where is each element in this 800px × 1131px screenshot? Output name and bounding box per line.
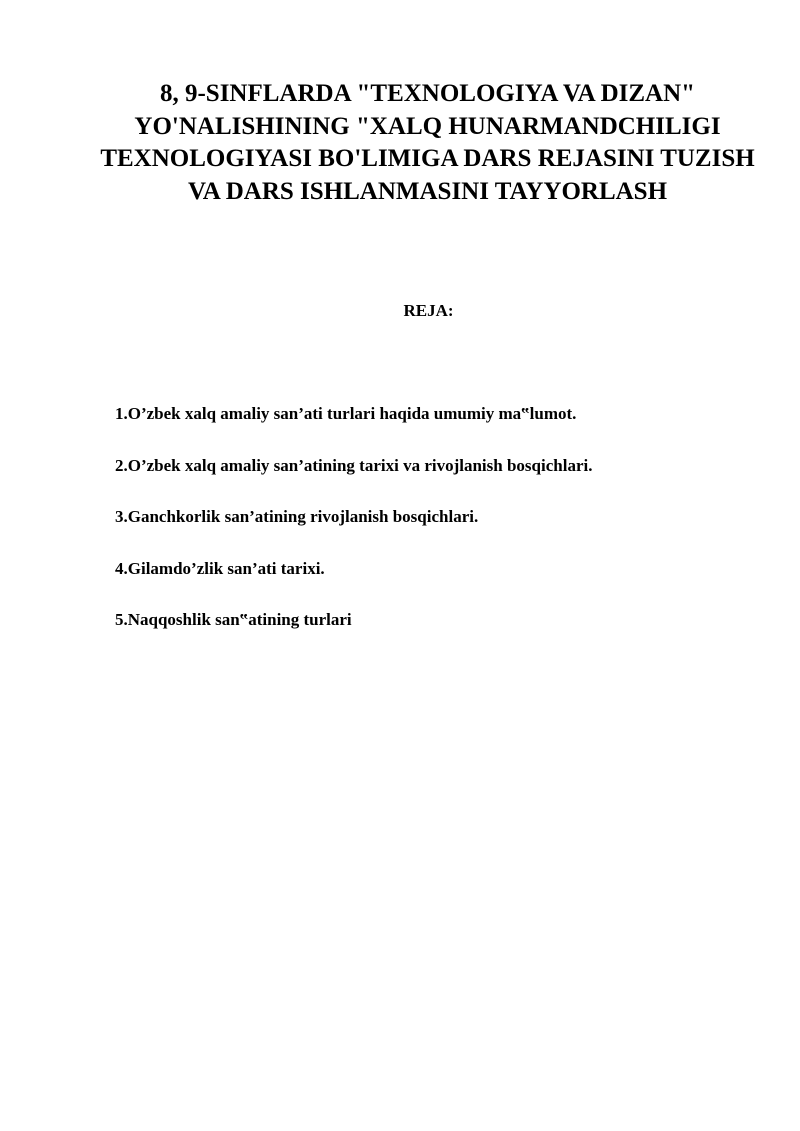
- plan-item: 3.Ganchkorlik san’atining rivojlanish bosqichlari.: [115, 507, 479, 526]
- plan-list: [115, 403, 755, 661]
- plan-item: 5.Naqqoshlik san‟atining turlari: [115, 610, 352, 629]
- document-title: 8, 9-SINFLARDA "TEXNOLOGIYA VA DIZAN" YO'NALISHINING "XALQ HUNARMANDCHILIGI TEXNOLOGIYASI BO'LIMIGA DARS REJASINI TUZISH VA DARS ISHLANMASINI TAYYORLASH: [100, 80, 755, 205]
- plan-item: 4.Gilamdo’zlik san’ati tarixi.: [115, 558, 325, 578]
- plan-heading: REJA:: [403, 301, 454, 320]
- plan-item: 1.O’zbek xalq amaliy san’ati turlari haqida umumiy ma‟lumot.: [115, 404, 577, 423]
- plan-item: 2.O’zbek xalq amaliy san’atining tarixi va rivojlanish bosqichlari.: [115, 455, 593, 475]
